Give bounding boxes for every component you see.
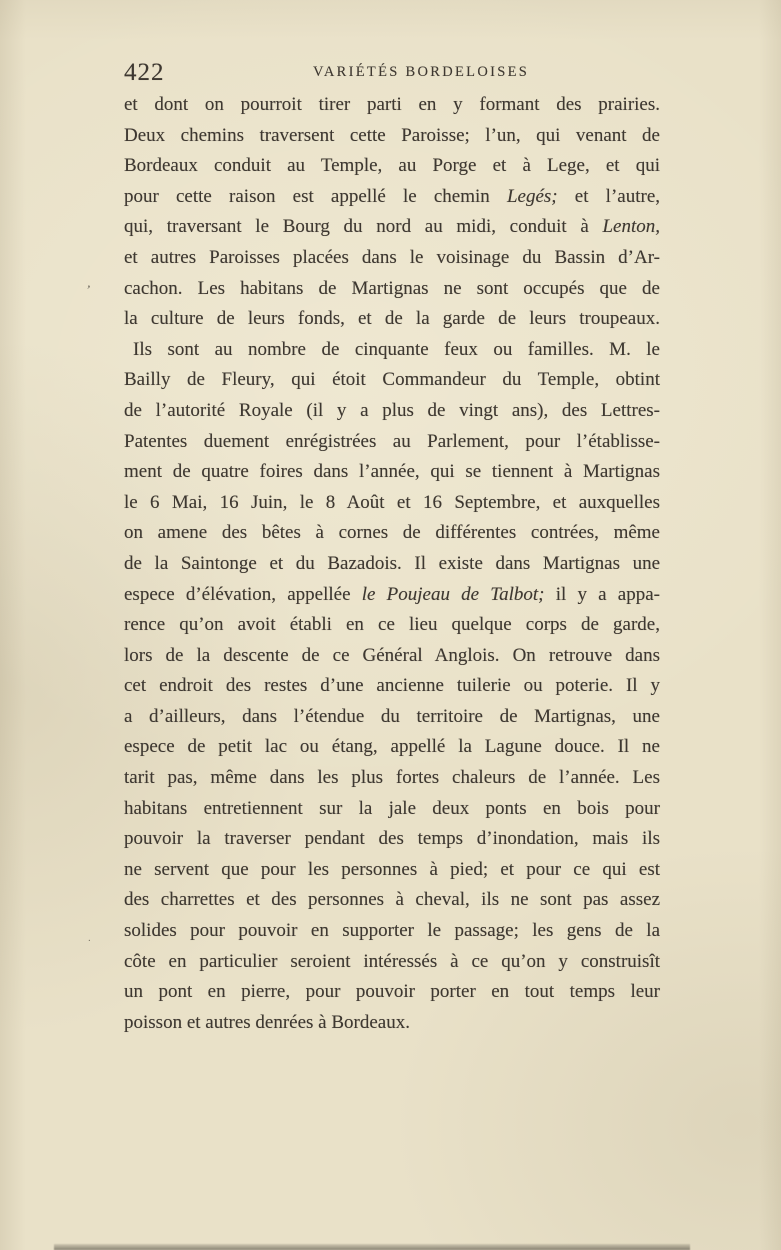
- text-line: [124, 641, 660, 672]
- text-segment: le 6 Mai, 16 Juin, le 8 Août et 16 Septembre, et auxquelles: [124, 491, 660, 513]
- text-segment: poisson et autres denrées à Bordeaux.: [124, 1011, 410, 1033]
- page-edge-shade-right: [759, 0, 781, 1250]
- text-line: [124, 121, 660, 152]
- text-segment: rence qu’on avoit établi en ce lieu quelque corps de garde,: [124, 614, 660, 636]
- margin-speck-dot: .: [88, 932, 91, 944]
- text-line: [124, 794, 660, 825]
- italic-text-segment: Legés;: [506, 185, 558, 207]
- text-line: [124, 151, 660, 182]
- text-line: [124, 274, 660, 305]
- text-segment: pouvoir la traverser pendant des temps d’inondation, mais ils: [124, 828, 660, 850]
- text-segment: cachon. Les habitans de Martignas ne sont occupés que de: [124, 277, 660, 299]
- text-line: [124, 885, 660, 916]
- text-line: [124, 488, 660, 519]
- text-line: [124, 427, 660, 458]
- text-segment: côte en particulier seroient intéressés à ce qu’on y construisît: [124, 950, 660, 972]
- text-segment: solides pour pouvoir en supporter le passage; les gens de la: [124, 920, 660, 942]
- text-segment: espece d’élévation, appellée: [124, 583, 362, 605]
- page-edge-shade-left: [0, 0, 26, 1250]
- text-segment: a d’ailleurs, dans l’étendue du territoire de Martignas, une: [124, 705, 660, 727]
- text-line: [124, 457, 660, 488]
- text-segment: habitans entretiennent sur la jale deux ponts en bois pour: [124, 797, 660, 819]
- text-line: [124, 671, 660, 702]
- text-line: [124, 365, 660, 396]
- text-line: [124, 916, 660, 947]
- text-segment: qui, traversant le Bourg du nord au midi, conduit à: [124, 216, 603, 238]
- text-line: [124, 702, 660, 733]
- text-segment: de l’autorité Royale (il y a plus de vingt ans), des Lettres-: [124, 399, 660, 421]
- text-line: [124, 304, 660, 335]
- text-line: [124, 518, 660, 549]
- text-segment: de la Saintonge et du Bazadois. Il existe dans Martignas une: [124, 552, 660, 574]
- text-line: [124, 1008, 660, 1039]
- text-line: [124, 396, 660, 427]
- text-line: [124, 824, 660, 855]
- text-segment: il y a appa-: [544, 583, 660, 605]
- text-line: [124, 763, 660, 794]
- text-line: [124, 610, 660, 641]
- text-segment: Ils sont au nombre de cinquante feux ou familles. M. le: [133, 338, 660, 360]
- text-segment: cet endroit des restes d’une ancienne tuilerie ou poterie. Il y: [124, 675, 660, 697]
- text-line: [124, 580, 660, 611]
- italic-text-segment: le Poujeau de Talbot;: [361, 583, 545, 605]
- text-segment: on amene des bêtes à cornes de différentes contrées, même: [124, 522, 660, 544]
- text-segment: et l’autre,: [557, 185, 661, 207]
- margin-speck-apostrophe: ’: [84, 281, 92, 298]
- text-segment: lors de la descente de ce Général Anglois. On retrouve dans: [124, 644, 660, 666]
- text-segment: tarit pas, même dans les plus fortes chaleurs de l’année. Les: [124, 767, 660, 789]
- text-segment: la culture de leurs fonds, et de la garde de leurs troupeaux.: [124, 308, 660, 330]
- page-number: 422: [124, 59, 165, 86]
- italic-text-segment: Lenton,: [602, 216, 660, 238]
- text-line: [124, 243, 660, 274]
- text-line: [124, 549, 660, 580]
- text-segment: Deux chemins traversent cette Paroisse; l’un, qui venant de: [124, 124, 660, 146]
- running-title: VARIÉTÉS BORDELOISES: [313, 64, 530, 80]
- text-line: [124, 977, 660, 1008]
- text-segment: des charrettes et des personnes à cheval, ils ne sont pas assez: [124, 889, 660, 911]
- text-segment: Patentes duement enrégistrées au Parlement, pour l’établisse-: [124, 430, 660, 452]
- text-line: [124, 182, 660, 213]
- page-body: [124, 90, 660, 1038]
- text-segment: espece de petit lac ou étang, appellé la Lagune douce. Il ne: [124, 736, 660, 758]
- text-line: [124, 947, 660, 978]
- text-segment: un pont en pierre, pour pouvoir porter en tout temps leur: [124, 981, 660, 1003]
- page-bottom-edge-shadow: [54, 1244, 690, 1250]
- text-line: [124, 855, 660, 886]
- text-segment: Bailly de Fleury, qui étoit Commandeur du Temple, obtint: [124, 369, 660, 391]
- text-segment: ment de quatre foires dans l’année, qui se tiennent à Martignas: [124, 461, 660, 483]
- text-segment: pour cette raison est appellé le chemin: [124, 185, 507, 207]
- text-line: [124, 732, 660, 763]
- text-line: [124, 90, 660, 121]
- text-segment: et autres Paroisses placées dans le voisinage du Bassin d’Ar-: [124, 246, 660, 268]
- text-line: [124, 335, 660, 366]
- text-line: [124, 212, 660, 243]
- text-segment: ne servent que pour les personnes à pied; et pour ce qui est: [124, 858, 660, 880]
- text-segment: et dont on pourroit tirer parti en y formant des prairies.: [124, 94, 660, 115]
- text-segment: Bordeaux conduit au Temple, au Porge et à Lege, et qui: [124, 155, 660, 177]
